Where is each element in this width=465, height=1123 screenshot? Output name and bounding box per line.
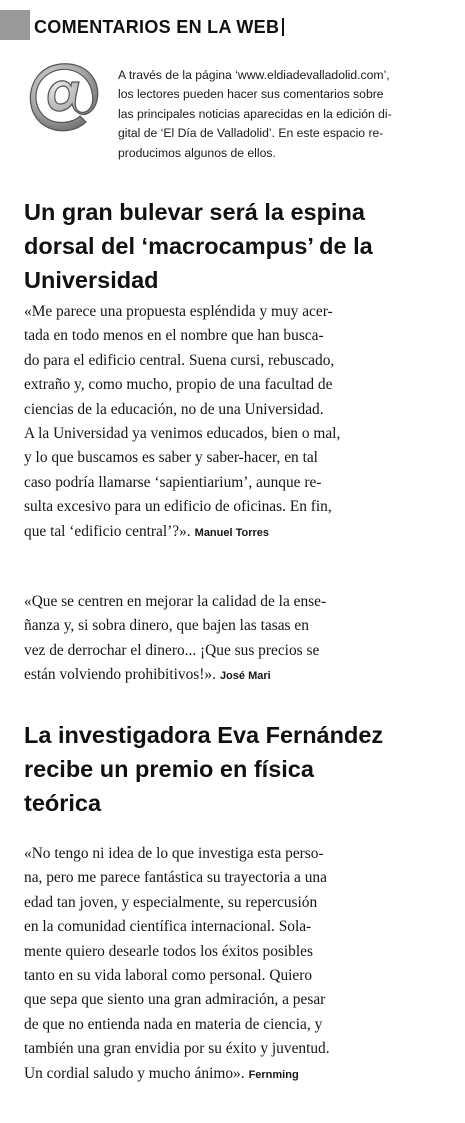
- intro-line: gital de ‘El Día de Valladolid’. En este espacio re-: [118, 126, 384, 141]
- comment-line: vez de derrochar el dinero... ¡Que sus precios se: [24, 641, 320, 659]
- comment-line: Un cordial saludo y mucho ánimo».: [24, 1064, 245, 1082]
- section-header-marker: [0, 10, 30, 40]
- headline-line: dorsal del ‘macrocampus’ de la: [24, 233, 373, 259]
- comment-line: que sepa que siento una gran admiración, a pesar: [24, 991, 326, 1009]
- section-title-text: COMENTARIOS EN LA WEB: [34, 17, 280, 37]
- comment-line: edad tan joven, y especialmente, su repercusión: [24, 893, 318, 911]
- comment-line: caso podría llamarse ‘sapientiarium’, aunque re-: [24, 473, 322, 491]
- comment-line: están volviendo prohibitivos!».: [24, 666, 216, 684]
- reader-comment: [24, 590, 442, 689]
- comment-line: ñanza y, si sobra dinero, que bajen las tasas en: [24, 617, 309, 635]
- section-title-bar: [282, 18, 284, 36]
- comment-line: do para el edificio central. Suena cursi, rebuscado,: [24, 351, 335, 369]
- section-header: [0, 0, 465, 50]
- article-headline-bulevar: [24, 195, 444, 297]
- section-title: [34, 17, 284, 38]
- comment-author: Fernming: [248, 1068, 299, 1081]
- comment-line: na, pero me parece fantástica su trayectoria a una: [24, 869, 327, 887]
- intro-line: producimos algunos de ellos.: [118, 145, 276, 160]
- comment-line: mente quiero desearle todos los éxitos posibles: [24, 942, 313, 960]
- headline-line: La investigadora Eva Fernández: [24, 722, 384, 748]
- headline-line: Universidad: [24, 267, 159, 293]
- reader-comment: [24, 300, 442, 545]
- comment-line: también una gran envidia por su éxito y juventud.: [24, 1040, 330, 1058]
- headline-line: recibe un premio en física: [24, 756, 314, 782]
- comment-author: Manuel Torres: [194, 526, 270, 539]
- comment-line: tada en todo menos en el nombre que han busca-: [24, 327, 324, 345]
- intro-line: los lectores pueden hacer sus comentarios sobre: [118, 87, 384, 102]
- comment-line: «Que se centren en mejorar la calidad de la ense-: [24, 593, 327, 610]
- comment-line: «Me parece una propuesta espléndida y muy acer-: [24, 303, 333, 320]
- comment-line: A la Universidad ya venimos educados, bien o mal,: [24, 425, 341, 443]
- comment-line: que tal ‘edificio central’?».: [24, 522, 191, 540]
- at-sign-icon: [22, 60, 104, 142]
- comment-line: sulta excesivo para un edificio de oficinas. En fin,: [24, 498, 332, 516]
- comment-line: extraño y, como mucho, propio de una facultad de: [24, 376, 333, 394]
- comment-line: de que no entienda nada en materia de ciencia, y: [24, 1015, 323, 1033]
- comment-line: ciencias de la educación, no de una Universidad.: [24, 400, 324, 418]
- intro-line: las principales noticias aparecidas en la edición di-: [118, 106, 392, 121]
- headline-line: teórica: [24, 790, 102, 816]
- intro-text: [118, 66, 448, 163]
- article-headline-investigadora: [24, 718, 444, 820]
- comment-line: y lo que buscamos es saber y saber-hacer, en tal: [24, 449, 318, 467]
- headline-line: Un gran bulevar será la espina: [24, 199, 365, 225]
- comment-author: José Mari: [219, 670, 271, 683]
- intro-line: A través de la página ‘www.eldiadevalladolid.com’,: [118, 68, 390, 82]
- comment-line: tanto en su vida laboral como personal. Quiero: [24, 967, 313, 985]
- comment-line: «No tengo ni idea de lo que investiga esta perso-: [24, 845, 324, 862]
- comment-line: en la comunidad científica internacional. Sola-: [24, 918, 312, 936]
- reader-comment: [24, 842, 442, 1087]
